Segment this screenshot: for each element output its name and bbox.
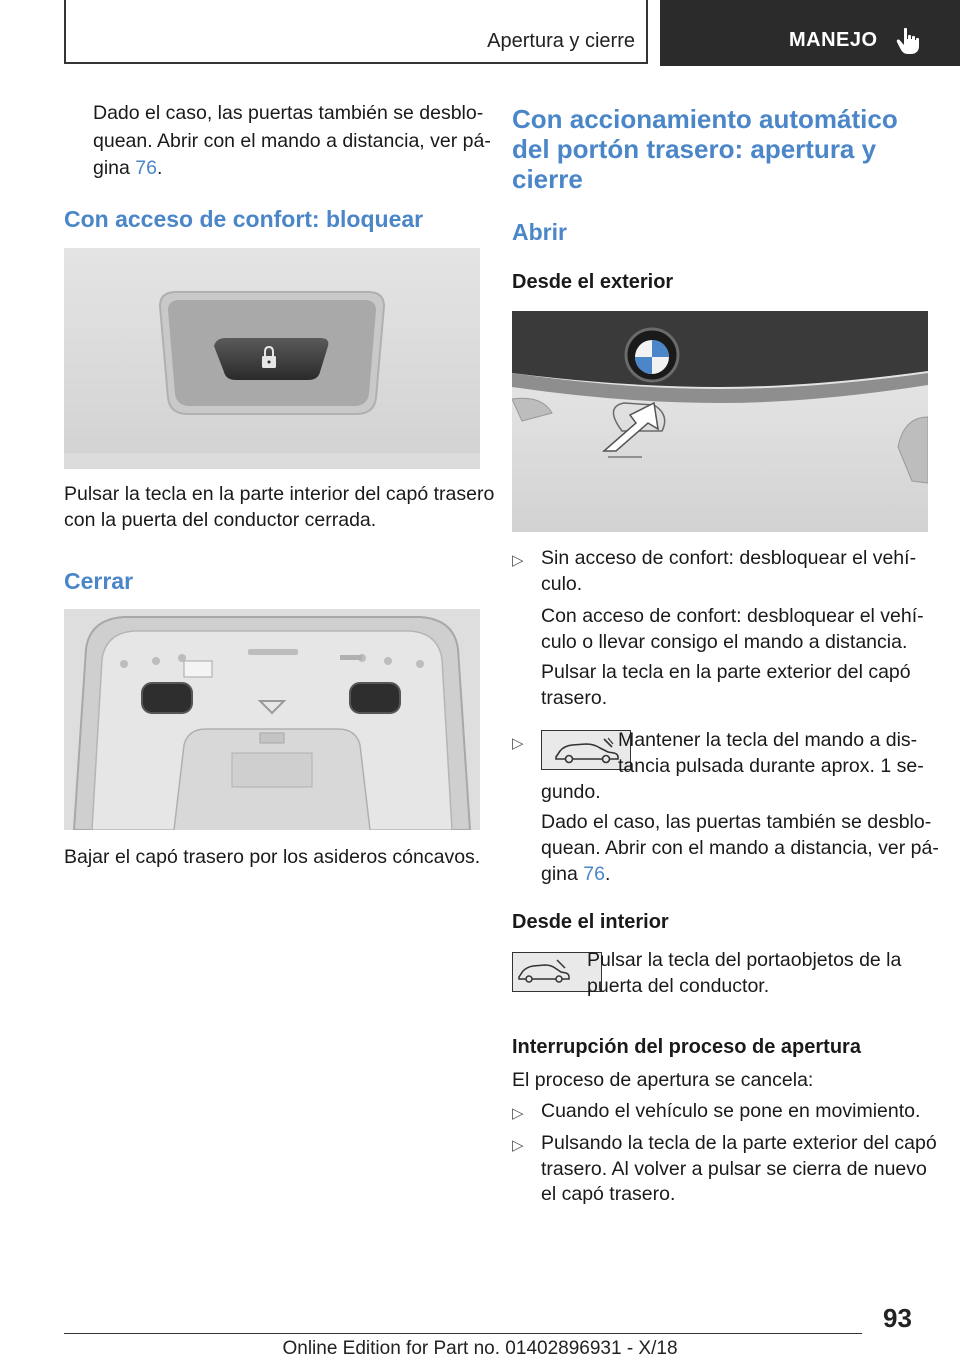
heading-close: Cerrar (64, 568, 134, 594)
heading-automatic-line-1: Con accionamiento automático (512, 104, 898, 134)
subheading-inside: Desde el interior (512, 911, 669, 933)
footer-divider (64, 1333, 862, 1334)
bullet-2-para-2-line-2: quean. Abrir con el mando a distancia, ver pá‐ (541, 837, 939, 859)
caption-close: Bajar el capó trasero por los asideros cóncavos. (64, 846, 481, 868)
bullet-1-para-2-line-1: Con acceso de confort: desbloquear el vehí‐ (541, 605, 924, 627)
intro-line-3 (93, 156, 162, 181)
subheading-outside: Desde el exterior (512, 271, 674, 293)
image-trunk-lid-interior (64, 609, 480, 830)
hand-pointer-icon (893, 26, 923, 56)
interrupt-intro: El proceso de apertura se cancela: (512, 1069, 814, 1091)
bullet-2-para-2-line-1: Dado el caso, las puertas también se desblo‐ (541, 811, 932, 833)
bullet-1-line-1: Sin acceso de confort: desbloquear el vehí‐ (541, 547, 917, 569)
header-chapter-label: MANEJO (789, 29, 878, 51)
bullet-1-para-3-line-1: Pulsar la tecla en la parte exterior del capó (541, 661, 911, 683)
page-link-76-right[interactable]: 76 (583, 863, 605, 885)
heading-automatic-line-3: cierre (512, 164, 583, 194)
heading-comfort-lock: Con acceso de confort: bloquear (64, 206, 424, 232)
bullet-3: Cuando el vehículo se pone en movimiento. (541, 1100, 921, 1122)
inside-line-2: puerta del conductor. (587, 975, 770, 997)
bullet-4-line-2: trasero. Al volver a pulsar se cierra de nuevo (541, 1158, 927, 1180)
header-section-title: Apertura y cierre (487, 30, 635, 52)
heading-open: Abrir (512, 219, 567, 245)
footer-edition: Online Edition for Part no. 01402896931 - X/18 (282, 1338, 678, 1359)
subheading-interrupt: Interrupción del proceso de apertura (512, 1036, 861, 1058)
intro-line-3-text: gina (93, 157, 130, 179)
bullet-2-period: . (605, 863, 611, 885)
bullet-2-line-2: tancia pulsada durante aprox. 1 se‐ (618, 755, 924, 777)
bullet-4-line-3: el capó trasero. (541, 1183, 676, 1205)
intro-line-2: quean. Abrir con el mando a distancia, ver pá‐ (93, 130, 491, 152)
bullet-1-para-3-line-2: trasero. (541, 687, 608, 709)
bullet-1-para-2-line-2: culo o llevar consigo el mando a distancia. (541, 631, 908, 653)
caption-lock-line-2: con la puerta del conductor cerrada. (64, 509, 377, 531)
bullet-2-gina: gina (541, 863, 578, 885)
bullet-2-line-3: gundo. (541, 781, 601, 803)
bullet-1-line-2: culo. (541, 573, 583, 595)
bullet-marker-2: ▷ (512, 735, 524, 752)
intro-line-1: Dado el caso, las puertas también se desblo‐ (93, 102, 484, 124)
heading-automatic-line-2: del portón trasero: apertura y (512, 134, 877, 164)
bullet-marker-4: ▷ (512, 1137, 524, 1154)
caption-lock-line-1: Pulsar la tecla en la parte interior del capó trasero (64, 483, 495, 505)
car-tailgate-icon (513, 953, 575, 989)
image-lock-button (64, 248, 480, 469)
bullet-2-para-2-line-3 (541, 862, 610, 887)
bullet-2-line-1: Mantener la tecla del mando a dis‐ (618, 729, 918, 751)
bullet-4-line-1: Pulsando la tecla de la parte exterior del capó (541, 1132, 937, 1154)
image-trunk-exterior-button (512, 311, 928, 532)
bullet-marker-3: ▷ (512, 1105, 524, 1122)
page-link-76[interactable]: 76 (135, 157, 157, 179)
intro-period: . (157, 157, 163, 179)
page-number: 93 (883, 1303, 912, 1333)
inside-line-1: Pulsar la tecla del portaobjetos de la (587, 949, 902, 971)
bullet-marker-1: ▷ (512, 552, 524, 569)
